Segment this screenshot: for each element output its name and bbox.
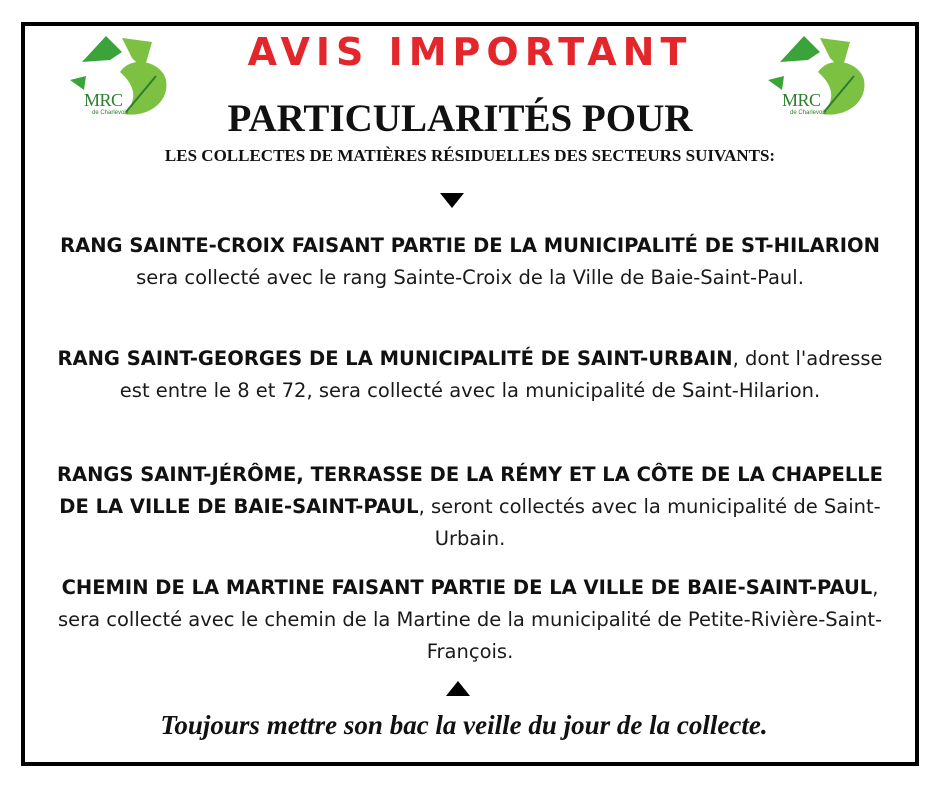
sector-section-1: [40, 230, 900, 294]
logo-text: MRC: [782, 90, 821, 110]
sector-name: CHEMIN DE LA MARTINE FAISANT PARTIE DE LA VILLE DE BAIE-SAINT-PAUL: [61, 576, 873, 599]
sector-section-4: [40, 572, 900, 668]
arrow-down-icon: [440, 193, 464, 208]
logo-subtext: de Charlevoix: [790, 110, 827, 116]
sector-detail: , dont l'adresse est entre le 8 et 72, sera collecté avec la municipalité de Saint-Hilarion.: [119, 347, 883, 402]
sector-section-2: [40, 343, 900, 407]
logo-subtext: de Charlevoix: [92, 110, 129, 116]
sector-name: RANGS SAINT-JÉRÔME, TERRASSE DE LA RÉMY ET LA CÔTE DE LA CHAPELLE DE LA VILLE DE BAIE-SAINT-PAUL: [56, 463, 884, 518]
subheading: PARTICULARITÉS POUR: [227, 97, 693, 140]
sector-detail: , sera collecté avec le chemin de la Martine de la municipalité de Petite-Rivière-Saint-François.: [57, 576, 883, 663]
sector-section-3: [40, 459, 900, 555]
arrow-up-icon: [446, 681, 470, 696]
sector-name: RANG SAINTE-CROIX FAISANT PARTIE DE LA MUNICIPALITÉ DE ST-HILARION: [60, 234, 880, 257]
headline: AVIS IMPORTANT: [247, 30, 693, 74]
subline: LES COLLECTES DE MATIÈRES RÉSIDUELLES DES SECTEURS SUIVANTS:: [164, 146, 776, 165]
logo-text: MRC: [84, 90, 123, 110]
sector-detail: , seront collectés avec la municipalité de Saint-Urbain.: [418, 495, 881, 550]
sector-name: RANG SAINT-GEORGES DE LA MUNICIPALITÉ DE SAINT-URBAIN: [57, 347, 733, 370]
footer-note: Toujours mettre son bac la veille du jour de la collecte.: [160, 710, 768, 740]
sector-detail: sera collecté avec le rang Sainte-Croix de la Ville de Baie-Saint-Paul.: [136, 266, 804, 289]
